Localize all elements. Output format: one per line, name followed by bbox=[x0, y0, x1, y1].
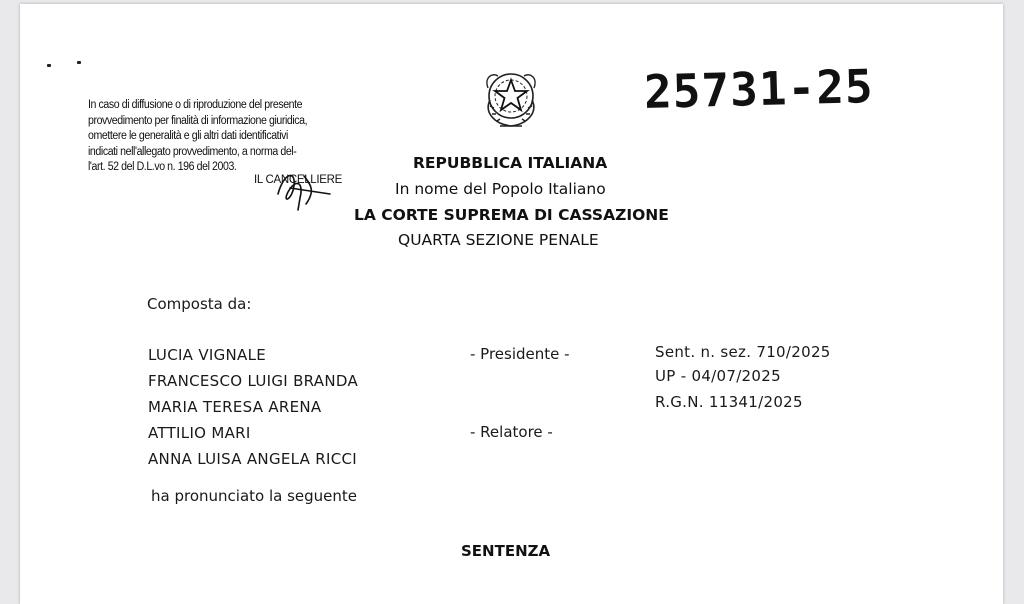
composed-by-label: Composta da: bbox=[147, 295, 252, 313]
hearing-date: UP - 04/07/2025 bbox=[655, 367, 781, 385]
judge-name: MARIA TERESA ARENA bbox=[148, 398, 322, 416]
privacy-notice-line: l'art. 52 del D.L.vo n. 196 del 2003. bbox=[88, 161, 237, 173]
sentence-number: Sent. n. sez. 710/2025 bbox=[655, 343, 831, 361]
judge-name: ATTILIO MARI bbox=[148, 424, 251, 442]
in-name-line: In nome del Popolo Italiano bbox=[395, 180, 606, 198]
privacy-notice-line: omettere le generalità e gli altri dati identificativi bbox=[88, 130, 288, 142]
judge-name: LUCIA VIGNALE bbox=[148, 346, 267, 364]
judge-name: ANNA LUISA ANGELA RICCI bbox=[148, 450, 358, 468]
stamp-number: 25731-25 bbox=[643, 59, 875, 119]
privacy-notice-line: indicati nell'allegato provvedimento, a norma del- bbox=[88, 145, 297, 158]
privacy-notice-line: provvedimento per finalità di informazione giuridica, bbox=[88, 114, 308, 127]
sentence-title: SENTENZA bbox=[461, 542, 551, 560]
scan-mark bbox=[77, 61, 81, 64]
italian-republic-emblem-icon bbox=[480, 66, 542, 132]
judge-name: FRANCESCO LUIGI BRANDA bbox=[148, 372, 359, 390]
cancelliere-label: IL CANCELLIERE bbox=[254, 174, 343, 186]
section-heading: QUARTA SEZIONE PENALE bbox=[398, 231, 599, 249]
pronounced-line: ha pronunciato la seguente bbox=[151, 487, 358, 505]
role-presidente: - Presidente - bbox=[470, 345, 570, 363]
court-heading: LA CORTE SUPREMA DI CASSAZIONE bbox=[354, 206, 669, 224]
scan-mark bbox=[47, 64, 51, 67]
role-relatore: - Relatore - bbox=[470, 423, 553, 441]
signature-icon bbox=[270, 164, 340, 214]
republic-heading: REPUBBLICA ITALIANA bbox=[413, 154, 608, 172]
privacy-notice-line: In caso di diffusione o di riproduzione del presente bbox=[88, 99, 303, 111]
rgn-number: R.G.N. 11341/2025 bbox=[655, 393, 803, 411]
